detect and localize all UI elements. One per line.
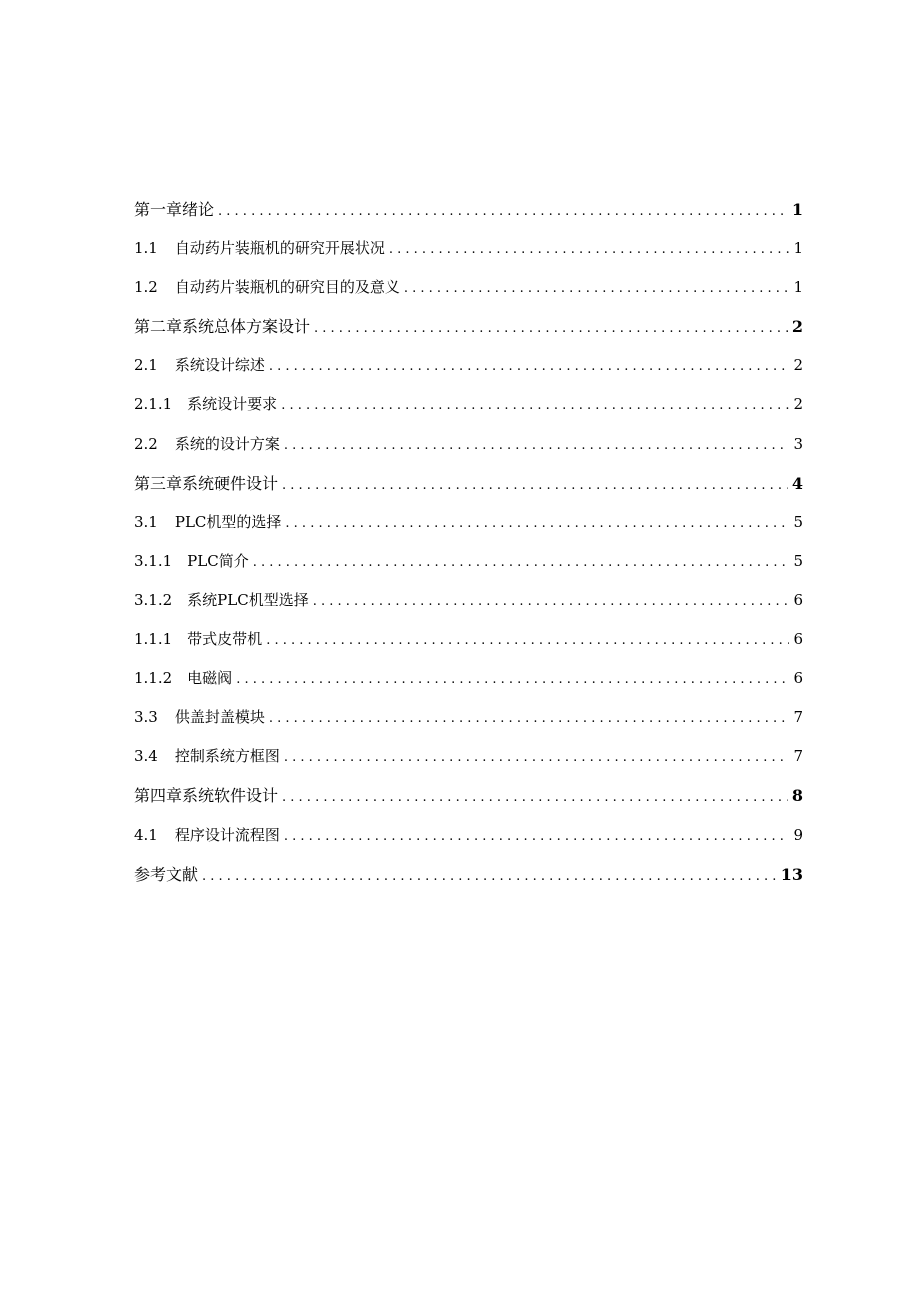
toc-section-entry[interactable] (134, 542, 803, 581)
toc-entry-title: 带式皮带机 (187, 630, 263, 649)
toc-dot-leader (285, 504, 789, 543)
toc-dot-leader (389, 230, 790, 269)
toc-page-number: 6 (793, 590, 803, 609)
toc-section-entry[interactable] (134, 737, 803, 776)
toc-chapter-entry[interactable] (134, 190, 803, 229)
toc-page-number: 1 (793, 278, 803, 297)
toc-page-number: 13 (780, 864, 803, 884)
toc-page-number: 4 (791, 473, 803, 493)
toc-dot-leader (281, 386, 789, 425)
toc-section-entry[interactable] (134, 425, 803, 464)
toc-section-entry[interactable] (134, 503, 803, 542)
toc-entry-title: 程序设计流程图 (174, 825, 280, 844)
toc-dot-leader (284, 817, 790, 856)
toc-dot-leader (236, 660, 789, 699)
toc-page-number: 1 (791, 200, 803, 219)
toc-page-number: 3 (793, 434, 803, 453)
toc-page-number: 5 (793, 512, 803, 531)
toc-entry-number: 4.1 (134, 825, 158, 844)
toc-page-number: 6 (793, 669, 803, 688)
toc-section-entry[interactable] (134, 620, 803, 659)
toc-entry-title: 系统设计要求 (187, 395, 278, 414)
toc-entry-title: 第二章系统总体方案设计 (134, 317, 311, 337)
toc-dot-leader (314, 309, 788, 348)
toc-entry-title: 供盖封盖模块 (174, 708, 265, 727)
toc-dot-leader (269, 699, 790, 738)
toc-entry-number: 3.1 (134, 512, 158, 531)
toc-dot-leader (284, 426, 790, 465)
toc-entry-title: 自动药片装瓶机的研究目的及意义 (174, 278, 400, 297)
toc-entry-number: 3.1.1 (134, 551, 173, 570)
toc-chapter-entry[interactable] (134, 464, 803, 503)
toc-page-number: 1 (793, 239, 803, 258)
toc-section-entry[interactable] (134, 268, 803, 307)
toc-page-number: 2 (793, 395, 803, 414)
toc-entry-number: 1.2 (134, 278, 158, 297)
toc-entry-number: 3.1.2 (134, 590, 173, 609)
toc-chapter-entry[interactable] (134, 776, 803, 815)
toc-page-number: 7 (793, 708, 803, 727)
toc-dot-leader (282, 778, 788, 817)
toc-dot-leader (284, 738, 790, 777)
toc-dot-leader (404, 269, 790, 308)
toc-section-entry[interactable] (134, 346, 803, 385)
toc-dot-leader (253, 543, 790, 582)
toc-section-entry[interactable] (134, 385, 803, 424)
toc-dot-leader (282, 466, 788, 505)
toc-entry-title: 自动药片装瓶机的研究开展状况 (174, 239, 385, 258)
toc-page-number: 2 (793, 356, 803, 375)
toc-entry-number: 2.2 (134, 434, 158, 453)
toc-section-entry[interactable] (134, 659, 803, 698)
toc-entry-title: 第三章系统硬件设计 (134, 473, 279, 493)
toc-entry-title: 电磁阀 (187, 669, 233, 688)
toc-page-number: 7 (793, 747, 803, 766)
toc-entry-number: 2.1.1 (134, 395, 173, 414)
toc-page-number: 9 (793, 825, 803, 844)
toc-page-number: 5 (793, 551, 803, 570)
toc-page-number: 8 (791, 786, 803, 806)
toc-dot-leader (266, 621, 789, 660)
toc-entry-number: 1.1.1 (134, 630, 173, 649)
toc-entry-title: 系统的设计方案 (174, 434, 280, 453)
toc-page-number: 2 (791, 317, 803, 337)
toc-entry-title: PLC机型的选择 (174, 512, 282, 531)
toc-dot-leader (202, 857, 777, 896)
toc-chapter-entry[interactable] (134, 855, 803, 894)
toc-dot-leader (218, 192, 788, 231)
toc-entry-title: 参考文献 (134, 864, 199, 884)
toc-entry-title: 控制系统方框图 (174, 747, 280, 766)
toc-dot-leader (269, 347, 790, 386)
toc-entry-title: 第四章系统软件设计 (134, 786, 279, 806)
toc-dot-leader (313, 582, 790, 621)
toc-entry-title: 第一章绪论 (134, 200, 215, 219)
toc-entry-title: PLC简介 (187, 551, 249, 570)
toc-entry-number: 3.4 (134, 747, 158, 766)
toc-entry-number: 2.1 (134, 356, 158, 375)
toc-entry-title: 系统设计综述 (174, 356, 265, 375)
toc-section-entry[interactable] (134, 816, 803, 855)
toc-section-entry[interactable] (134, 581, 803, 620)
toc-entry-number: 3.3 (134, 708, 158, 727)
toc-section-entry[interactable] (134, 698, 803, 737)
table-of-contents (134, 190, 803, 894)
toc-page-number: 6 (793, 630, 803, 649)
toc-section-entry[interactable] (134, 229, 803, 268)
toc-entry-number: 1.1 (134, 239, 158, 258)
toc-entry-title: 系统PLC机型选择 (187, 590, 309, 609)
toc-entry-number: 1.1.2 (134, 669, 173, 688)
toc-chapter-entry[interactable] (134, 307, 803, 346)
